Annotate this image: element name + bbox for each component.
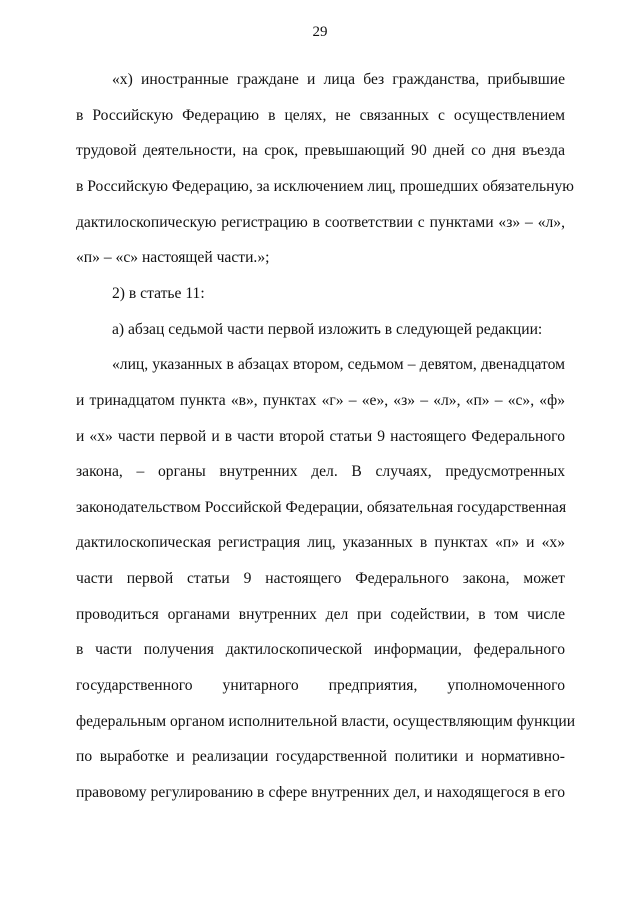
text-line: и «х» части первой и в части второй статьи 9 настоящего Федерального bbox=[76, 428, 565, 445]
text-line: правовому регулированию в сфере внутренних дел, и находящегося в его bbox=[76, 784, 565, 801]
text-line: федеральным органом исполнительной власти, осуществляющим функции bbox=[76, 713, 576, 730]
text-line: в части получения дактилоскопической информации, федерального bbox=[76, 641, 565, 658]
text-line: а) абзац седьмой части первой изложить в следующей редакции: bbox=[112, 321, 543, 338]
text-line: трудовой деятельности, на срок, превышающий 90 дней со дня въезда bbox=[76, 142, 565, 159]
text-line: в Российскую Федерацию в целях, не связанных с осуществлением bbox=[76, 107, 565, 124]
text-line: 2) в статье 11: bbox=[112, 285, 205, 302]
text-line: законодательством Российской Федерации, обязательная государственная bbox=[76, 499, 567, 516]
text-line: и тринадцатом пункта «в», пунктах «г» – «е», «з» – «л», «п» – «с», «ф» bbox=[76, 392, 565, 409]
text-line: «лиц, указанных в абзацах втором, седьмом – девятом, двенадцатом bbox=[112, 356, 565, 373]
text-line: дактилоскопическая регистрация лиц, указанных в пунктах «п» и «х» bbox=[76, 534, 565, 551]
text-line: «х) иностранные граждане и лица без гражданства, прибывшие bbox=[112, 71, 565, 88]
text-line: в Российскую Федерацию, за исключением лиц, прошедших обязательную bbox=[76, 178, 574, 195]
text-line: по выработке и реализации государственной политики и нормативно- bbox=[76, 748, 565, 765]
text-line: проводиться органами внутренних дел при содействии, в том числе bbox=[76, 606, 565, 623]
page-number: 29 bbox=[312, 24, 328, 40]
text-line: государственного унитарного предприятия, уполномоченного bbox=[76, 677, 565, 694]
text-line: части первой статьи 9 настоящего Федерального закона, может bbox=[76, 570, 565, 587]
text-line: «п» – «с» настоящей части.»; bbox=[76, 249, 270, 266]
text-line: дактилоскопическую регистрацию в соответствии с пунктами «з» – «л», bbox=[76, 214, 565, 231]
text-line: закона, – органы внутренних дел. В случаях, предусмотренных bbox=[76, 463, 565, 480]
